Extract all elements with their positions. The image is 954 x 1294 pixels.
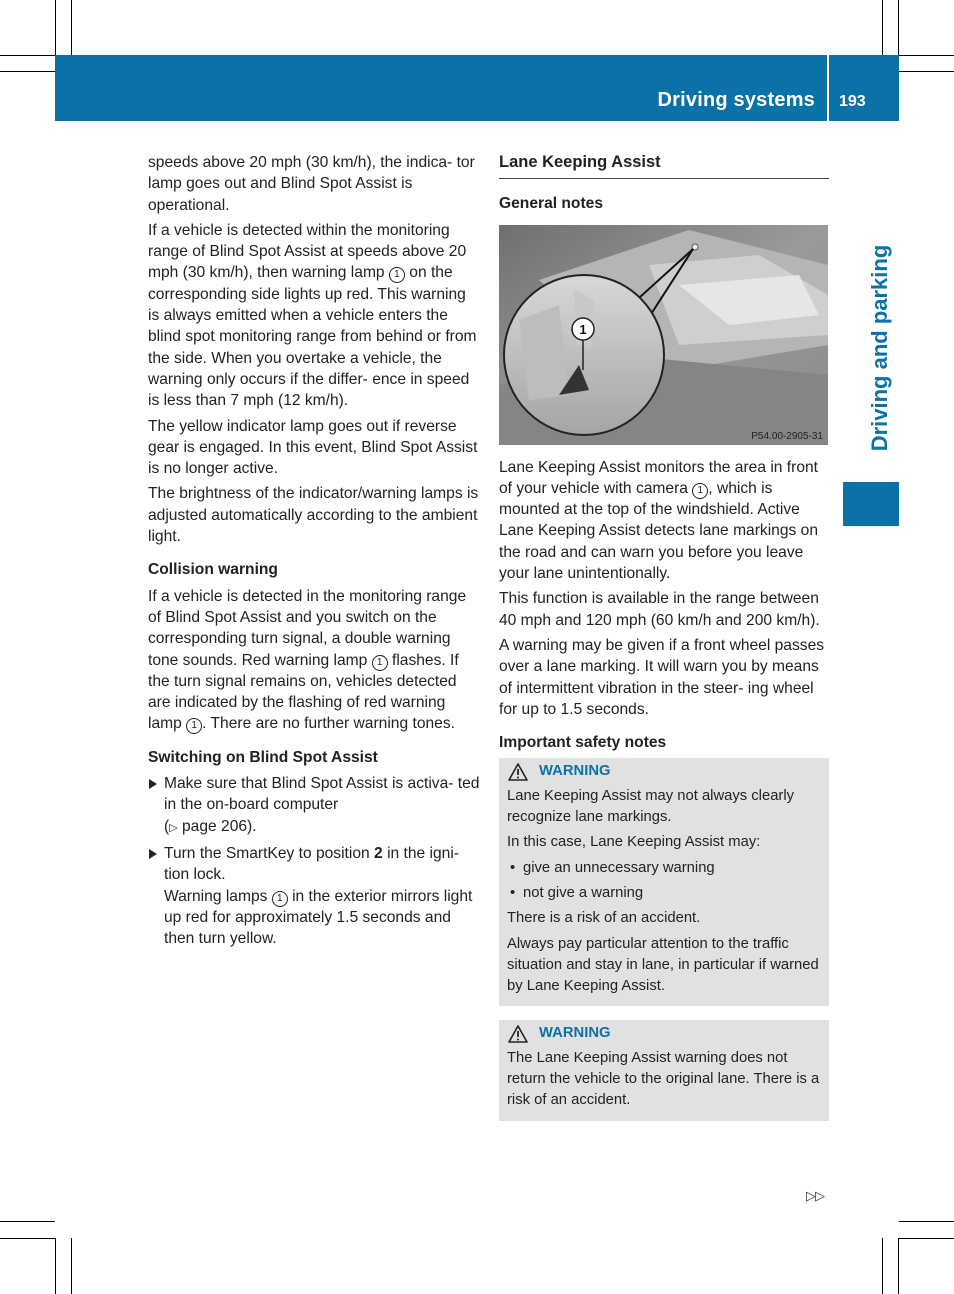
- step-arrow-icon: [149, 779, 157, 789]
- paragraph: There is a risk of an accident.: [507, 910, 701, 927]
- side-tab-block: [843, 482, 899, 526]
- crop-mark: [898, 0, 899, 55]
- page-ref-arrow-icon: ▷: [169, 821, 178, 834]
- marker-1-icon: 1: [272, 891, 288, 907]
- paragraph: speeds above 20 mph (30 km/h), the indica- tor lamp goes out and Blind Spot Assist is operational.: [148, 154, 475, 214]
- paragraph: Lane Keeping Assist monitors the area in front of your vehicle with camera 1 , which is mounted at the top of the windshield. Active Lane Keeping Assist detects lane markings on the road and can warn you before you leave your lane unintentionally.: [499, 458, 819, 583]
- crop-mark: [0, 1238, 55, 1239]
- header-divider: [827, 55, 829, 121]
- warning-label: WARNING: [539, 763, 611, 780]
- crop-mark: [899, 1238, 954, 1239]
- paragraph: Lane Keeping Assist may not always clearly recognize lane markings.: [507, 787, 795, 826]
- crop-mark: [0, 1221, 55, 1222]
- page-reference[interactable]: (▷ page 206).: [164, 817, 257, 835]
- continued-arrow-icon: ▷▷: [806, 1188, 824, 1203]
- warning-box: [499, 758, 829, 1006]
- warning-header: [507, 761, 821, 782]
- paragraph: In this case, Lane Keeping Assist may:: [507, 834, 761, 851]
- paragraph: If a vehicle is detected in the monitoring range of Blind Spot Assist and you switch on the corresponding turn signal, a double warning tone sounds. Red warning lamp 1 flashes. If the turn signal remains on, vehicles detected are indicated by the flashing of red warning lamp 1 . There are no further warning tones.: [148, 587, 467, 733]
- windshield-camera-illustration: [499, 225, 828, 445]
- paragraph: If a vehicle is detected within the monitoring range of Blind Spot Assist at speeds above 20 mph (30 km/h), then warning lamp 1 on the corresponding side lights up red. This warning is always emitted when a vehicle enters the blind spot monitoring range from behind or from the side. When you overtake a vehicle, the warning only occurs if the differ- ence in speed is less than 7 mph (12 km/h).: [148, 221, 477, 410]
- crop-mark: [0, 55, 55, 56]
- paragraph: The Lane Keeping Assist warning does not return the vehicle to the original lane. There is a risk of an accident.: [507, 1049, 820, 1109]
- crop-mark: [55, 1238, 56, 1294]
- section-heading-lane-keeping: Lane Keeping Assist: [499, 152, 829, 179]
- list-item: • give an unnecessary warning: [507, 858, 821, 879]
- warning-label: WARNING: [539, 1025, 611, 1042]
- heading-safety-notes: Important safety notes: [499, 734, 667, 752]
- marker-1-icon: 1: [186, 718, 202, 734]
- heading-collision-warning: Collision warning: [148, 561, 278, 579]
- marker-1-icon: 1: [692, 483, 708, 499]
- figure-marker-label: 1: [579, 321, 587, 337]
- crop-mark: [71, 1238, 72, 1294]
- crop-mark: [882, 0, 883, 55]
- crop-mark: [55, 0, 56, 55]
- section-title: Driving systems: [657, 89, 815, 111]
- side-tab-label: Driving and parking: [867, 244, 892, 452]
- crop-mark: [71, 0, 72, 55]
- instruction-step: Turn the SmartKey to position 2 in the igni- tion lock. Warning lamps 1 in the exterior mirrors light up red for approximately 1.5 seconds and then turn yellow.: [148, 843, 480, 949]
- crop-mark: [882, 1238, 883, 1294]
- marker-1-icon: 1: [372, 655, 388, 671]
- left-column: [148, 152, 480, 953]
- crop-mark: [0, 71, 55, 72]
- warning-triangle-icon: [507, 1024, 529, 1044]
- page-header: [55, 55, 899, 121]
- figure-code: P54.00-2905-31: [751, 430, 823, 442]
- heading-general-notes: General notes: [499, 195, 603, 213]
- paragraph: The brightness of the indicator/warning lamps is adjusted automatically according to the ambient light.: [148, 485, 479, 546]
- crop-mark: [898, 1238, 899, 1294]
- right-column: [499, 152, 829, 1135]
- warning-triangle-icon: [507, 762, 529, 782]
- windshield-camera-figure: [499, 225, 828, 445]
- instruction-step: Make sure that Blind Spot Assist is activa- ted in the on-board computer (▷ page 206).: [148, 773, 480, 839]
- page-number: 193: [839, 93, 866, 110]
- paragraph: This function is available in the range between 40 mph and 120 mph (60 km/h and 200 km/h).: [499, 590, 820, 629]
- crop-mark: [899, 71, 954, 72]
- warning-header: [507, 1023, 821, 1044]
- paragraph: The yellow indicator lamp goes out if reverse gear is engaged. In this event, Blind Spot Assist is no longer active.: [148, 417, 478, 478]
- crop-mark: [899, 55, 954, 56]
- list-item: • not give a warning: [507, 883, 821, 904]
- marker-1-icon: 1: [389, 267, 405, 283]
- heading-switching-on: Switching on Blind Spot Assist: [148, 748, 378, 766]
- warning-box: [499, 1020, 829, 1120]
- crop-mark: [899, 1221, 954, 1222]
- step-arrow-icon: [149, 849, 157, 859]
- paragraph: Always pay particular attention to the traffic situation and stay in lane, in particular if warned by Lane Keeping Assist.: [507, 935, 819, 995]
- paragraph: A warning may be given if a front wheel passes over a lane marking. It will warn you by means of intermittent vibration in the steer- ing wheel for up to 1.5 seconds.: [499, 636, 825, 718]
